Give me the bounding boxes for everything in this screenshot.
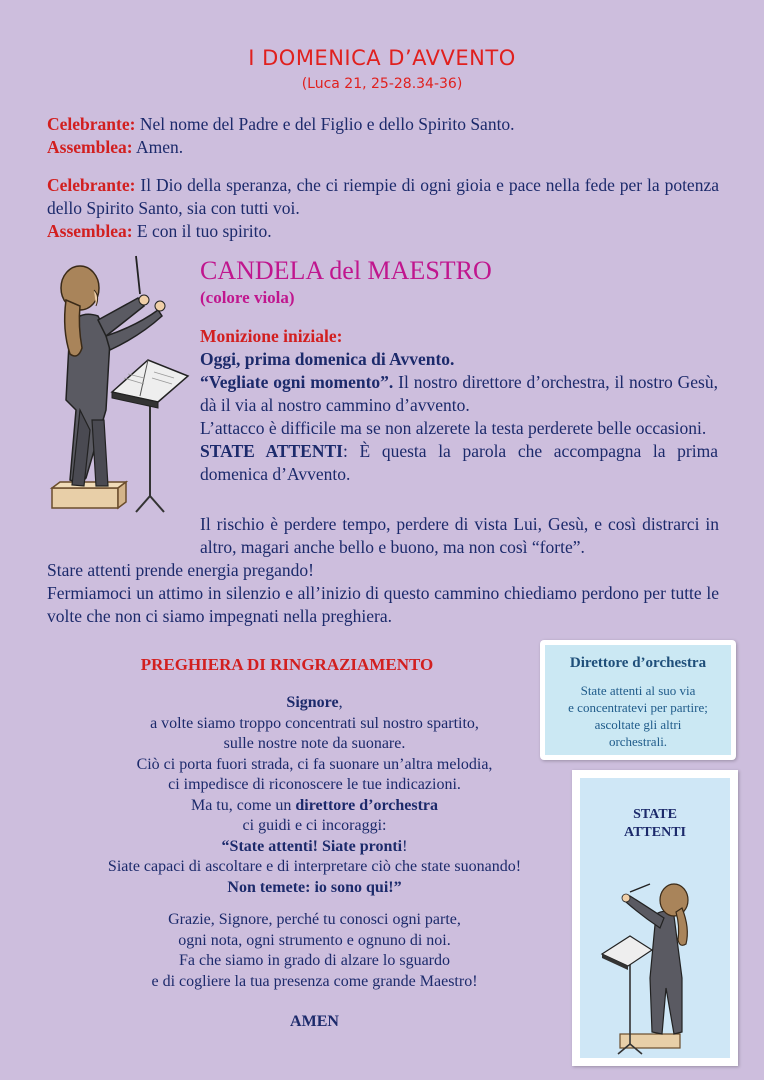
- prayer-line: ci guidi e ci incoraggi:: [242, 817, 387, 834]
- card-title-line: STATE: [633, 807, 677, 822]
- direttore-line: orchestrali.: [608, 734, 668, 749]
- monizione-continuation: [47, 513, 719, 628]
- prayer-punct: !: [402, 837, 408, 855]
- direttore-box: [540, 640, 736, 760]
- dialogue-line: [47, 136, 719, 159]
- prayer-line: Ciò ci porta fuori strada, ci fa suonare un’altra melodia,: [136, 755, 493, 773]
- dialogue-block-2: [47, 174, 719, 243]
- state-attenti-card-title: [580, 806, 730, 842]
- state-attenti-text: : È questa la parola che accompagna la prima domenica d’Avvento.: [200, 441, 718, 484]
- speaker-label: Celebrante:: [47, 175, 136, 195]
- prayer-line: Siate capaci di ascoltare e di interpretare ciò che state suonando!: [107, 858, 522, 875]
- speaker-label: Celebrante:: [47, 114, 136, 134]
- prayer-line: Grazie, Signore, perché tu conosci ogni parte,: [168, 911, 461, 928]
- prayer-bold: “State attenti! Siate pronti: [221, 837, 403, 855]
- monizione-block: [200, 325, 718, 486]
- dialogue-line: [47, 113, 719, 136]
- prayer-line: Non temete: io sono qui!”: [227, 878, 402, 896]
- section-title: CANDELA del MAESTRO: [200, 256, 492, 285]
- monizione-rischio: Il rischio è perdere tempo, perdere di vista Lui, Gesù, e così distrarci in altro, magari anche bello e buono, ma non così “forte”.: [200, 514, 719, 557]
- prayer-title: PREGHIERA DI RINGRAZIAMENTO: [140, 655, 434, 674]
- direttore-line: State attenti al suo via: [580, 683, 696, 698]
- dialogue-text: Nel nome del Padre e del Figlio e dello Spirito Santo.: [135, 114, 515, 134]
- direttore-box-inner: [545, 645, 731, 755]
- page-title: I DOMENICA D’AVVENTO: [248, 46, 516, 70]
- prayer-line: e di cogliere la tua presenza come grande Maestro!: [151, 972, 478, 990]
- direttore-box-body: [545, 682, 731, 750]
- conductor-small-illustration: [590, 858, 722, 1058]
- prayer-line: [47, 796, 582, 817]
- monizione-attacco: L’attacco è difficile ma se non alzerete la testa perderete belle occasioni.: [200, 418, 707, 438]
- vegliate-text: Il nostro direttore d’orchestra, il nostro Gesù, dà il via al nostro cammino d’avvento.: [200, 372, 718, 415]
- dialogue-text: E con il tuo spirito.: [132, 221, 272, 241]
- prayer-line: Fa che siamo in grado di alzare lo sguardo: [178, 952, 451, 969]
- vegliate-quote: “Vegliate ogni momento”.: [200, 372, 394, 392]
- dialogue-text: Il Dio della speranza, che ci riempie di ogni gioia e pace nella fede per la potenza dello Spirito Santo, sia con tutti voi.: [47, 175, 719, 218]
- monizione-fermiamoci: Fermiamoci un attimo in silenzio e all’inizio di questo cammino chiediamo perdono per tutte le volte che non ci siamo impegnati nella preghiera.: [47, 583, 719, 626]
- dialogue-line: [47, 174, 719, 220]
- prayer-bold: Signore: [286, 694, 339, 711]
- prayer-text-part: Ma tu, come un: [190, 796, 296, 814]
- prayer-spacer: [47, 898, 582, 910]
- monizione-label: Monizione iniziale:: [200, 326, 343, 346]
- monizione-vegliate: [200, 371, 718, 417]
- state-attenti-bold: STATE ATTENTI: [200, 441, 343, 461]
- dialogue-line: [47, 220, 719, 243]
- prayer-line: [47, 693, 582, 714]
- direttore-box-title: Direttore d’orchestra: [569, 655, 707, 671]
- prayer-text: [47, 693, 582, 992]
- dialogue-block-1: [47, 113, 719, 159]
- state-attenti-card: [572, 770, 738, 1066]
- prayer-line: a volte siamo troppo concentrati sul nostro spartito,: [150, 714, 479, 732]
- prayer-amen: AMEN: [290, 1013, 339, 1030]
- card-title-line: ATTENTI: [624, 825, 686, 840]
- color-note: (colore viola): [200, 288, 295, 307]
- direttore-line: ascoltate gli altri: [594, 717, 682, 732]
- conductor-illustration: [40, 250, 190, 515]
- speaker-label: Assemblea:: [47, 137, 133, 157]
- speaker-label: Assemblea:: [47, 221, 133, 241]
- prayer-line: sulle nostre note da suonare.: [223, 735, 406, 752]
- state-attenti-card-inner: [580, 778, 730, 1058]
- prayer-line: ci impedisce di riconoscere le tue indicazioni.: [168, 776, 461, 793]
- monizione-oggi: Oggi, prima domenica di Avvento.: [200, 349, 455, 369]
- prayer-line: ogni nota, ogni strumento e ognuno di noi.: [178, 931, 451, 949]
- monizione-state: [200, 440, 718, 486]
- prayer-line: [47, 837, 582, 858]
- direttore-line: e concentratevi per partire;: [568, 700, 708, 715]
- prayer-bold: direttore d’orchestra: [295, 796, 439, 814]
- monizione-stare: Stare attenti prende energia pregando!: [47, 560, 314, 580]
- dialogue-text: Amen.: [132, 137, 184, 157]
- gospel-reference: (Luca 21, 25-28.34-36): [301, 76, 463, 92]
- prayer-punct: ,: [338, 694, 343, 711]
